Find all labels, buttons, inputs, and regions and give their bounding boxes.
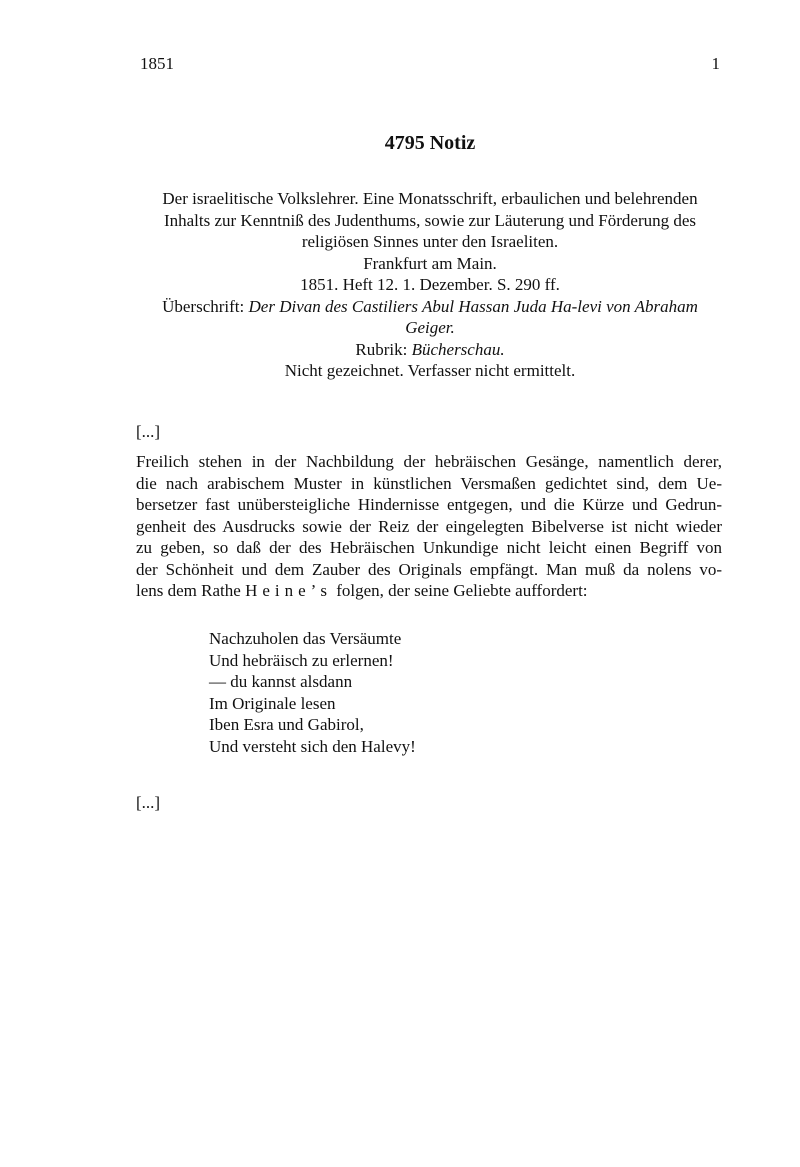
verse-line: Und versteht sich den Halevy! — [209, 736, 416, 756]
paragraph-last-after: folgen, der seine Geliebte auffordert: — [332, 581, 588, 600]
source-citation — [140, 188, 720, 382]
spaced-name-heine: Heine’s — [245, 581, 332, 600]
paragraph-last-before: lens dem Rathe — [136, 581, 246, 600]
heading-title-part-1: Der Divan des Castiliers Abul Hassan Juda Ha-levi von Abraham — [248, 296, 698, 316]
paragraph-line-last — [136, 580, 722, 602]
ellipsis-end: [...] — [136, 793, 161, 812]
verse-line: Und hebräisch zu erlernen! — [209, 650, 394, 670]
source-line-1: Der israelitische Volkslehrer. Eine Monatsschrift, erbaulichen und belehrenden — [162, 189, 698, 208]
paragraph-line: Freilich stehen in der Nachbildung der hebräischen Gesänge, namentlich derer, — [136, 452, 722, 471]
verse-line: Nachzuholen das Versäumte — [209, 629, 402, 648]
document-title: 4795 Notiz — [384, 132, 476, 154]
source-heading — [140, 296, 720, 318]
source-issue: 1851. Heft 12. 1. Dezember. S. 290 ff. — [300, 275, 560, 294]
paragraph-line: bersetzer fast unübersteigliche Hindernisse entgegen, und die Kürze und Gedrun- — [136, 495, 722, 514]
paragraph-line: genheit des Ausdrucks sowie der Reiz der eingelegten Bibelverse ist nicht wieder — [136, 516, 722, 536]
source-rubric — [140, 339, 720, 361]
source-attribution: Nicht gezeichnet. Verfasser nicht ermittelt. — [284, 361, 576, 380]
verse-line: Im Originale lesen — [209, 693, 336, 713]
ellipsis-start: [...] — [136, 422, 161, 441]
source-line-2: Inhalts zur Kenntniß des Judenthums, sowie zur Läuterung und Förderung des — [163, 210, 697, 230]
verse-line: — du kannst alsdann — [209, 672, 353, 691]
verse-line: Iben Esra und Gabirol, — [209, 715, 364, 734]
heading-title-part-2: Geiger. — [405, 318, 455, 337]
paragraph-line: zu geben, so daß der des Hebräischen Unkundige nicht leicht einen Begriff von — [136, 538, 722, 557]
header-year: 1851 — [140, 54, 174, 73]
source-heading-cont — [140, 317, 720, 339]
verse-quote — [209, 628, 416, 757]
paragraph-line: der Schönheit und dem Zauber des Originals empfängt. Man muß da nolens vo- — [136, 559, 722, 579]
page-number: 1 — [711, 54, 720, 73]
source-line-3: religiösen Sinnes unter den Israeliten. — [301, 232, 559, 251]
source-place: Frankfurt am Main. — [363, 253, 497, 273]
body-paragraph — [136, 451, 722, 602]
heading-label: Überschrift: — [162, 296, 249, 316]
rubric-value: Bücherschau. — [411, 339, 505, 359]
rubric-label: Rubrik: — [355, 339, 412, 359]
paragraph-line: die nach arabischem Muster in künstlichen Versmaßen gedichtet sind, dem Ue- — [136, 473, 722, 493]
